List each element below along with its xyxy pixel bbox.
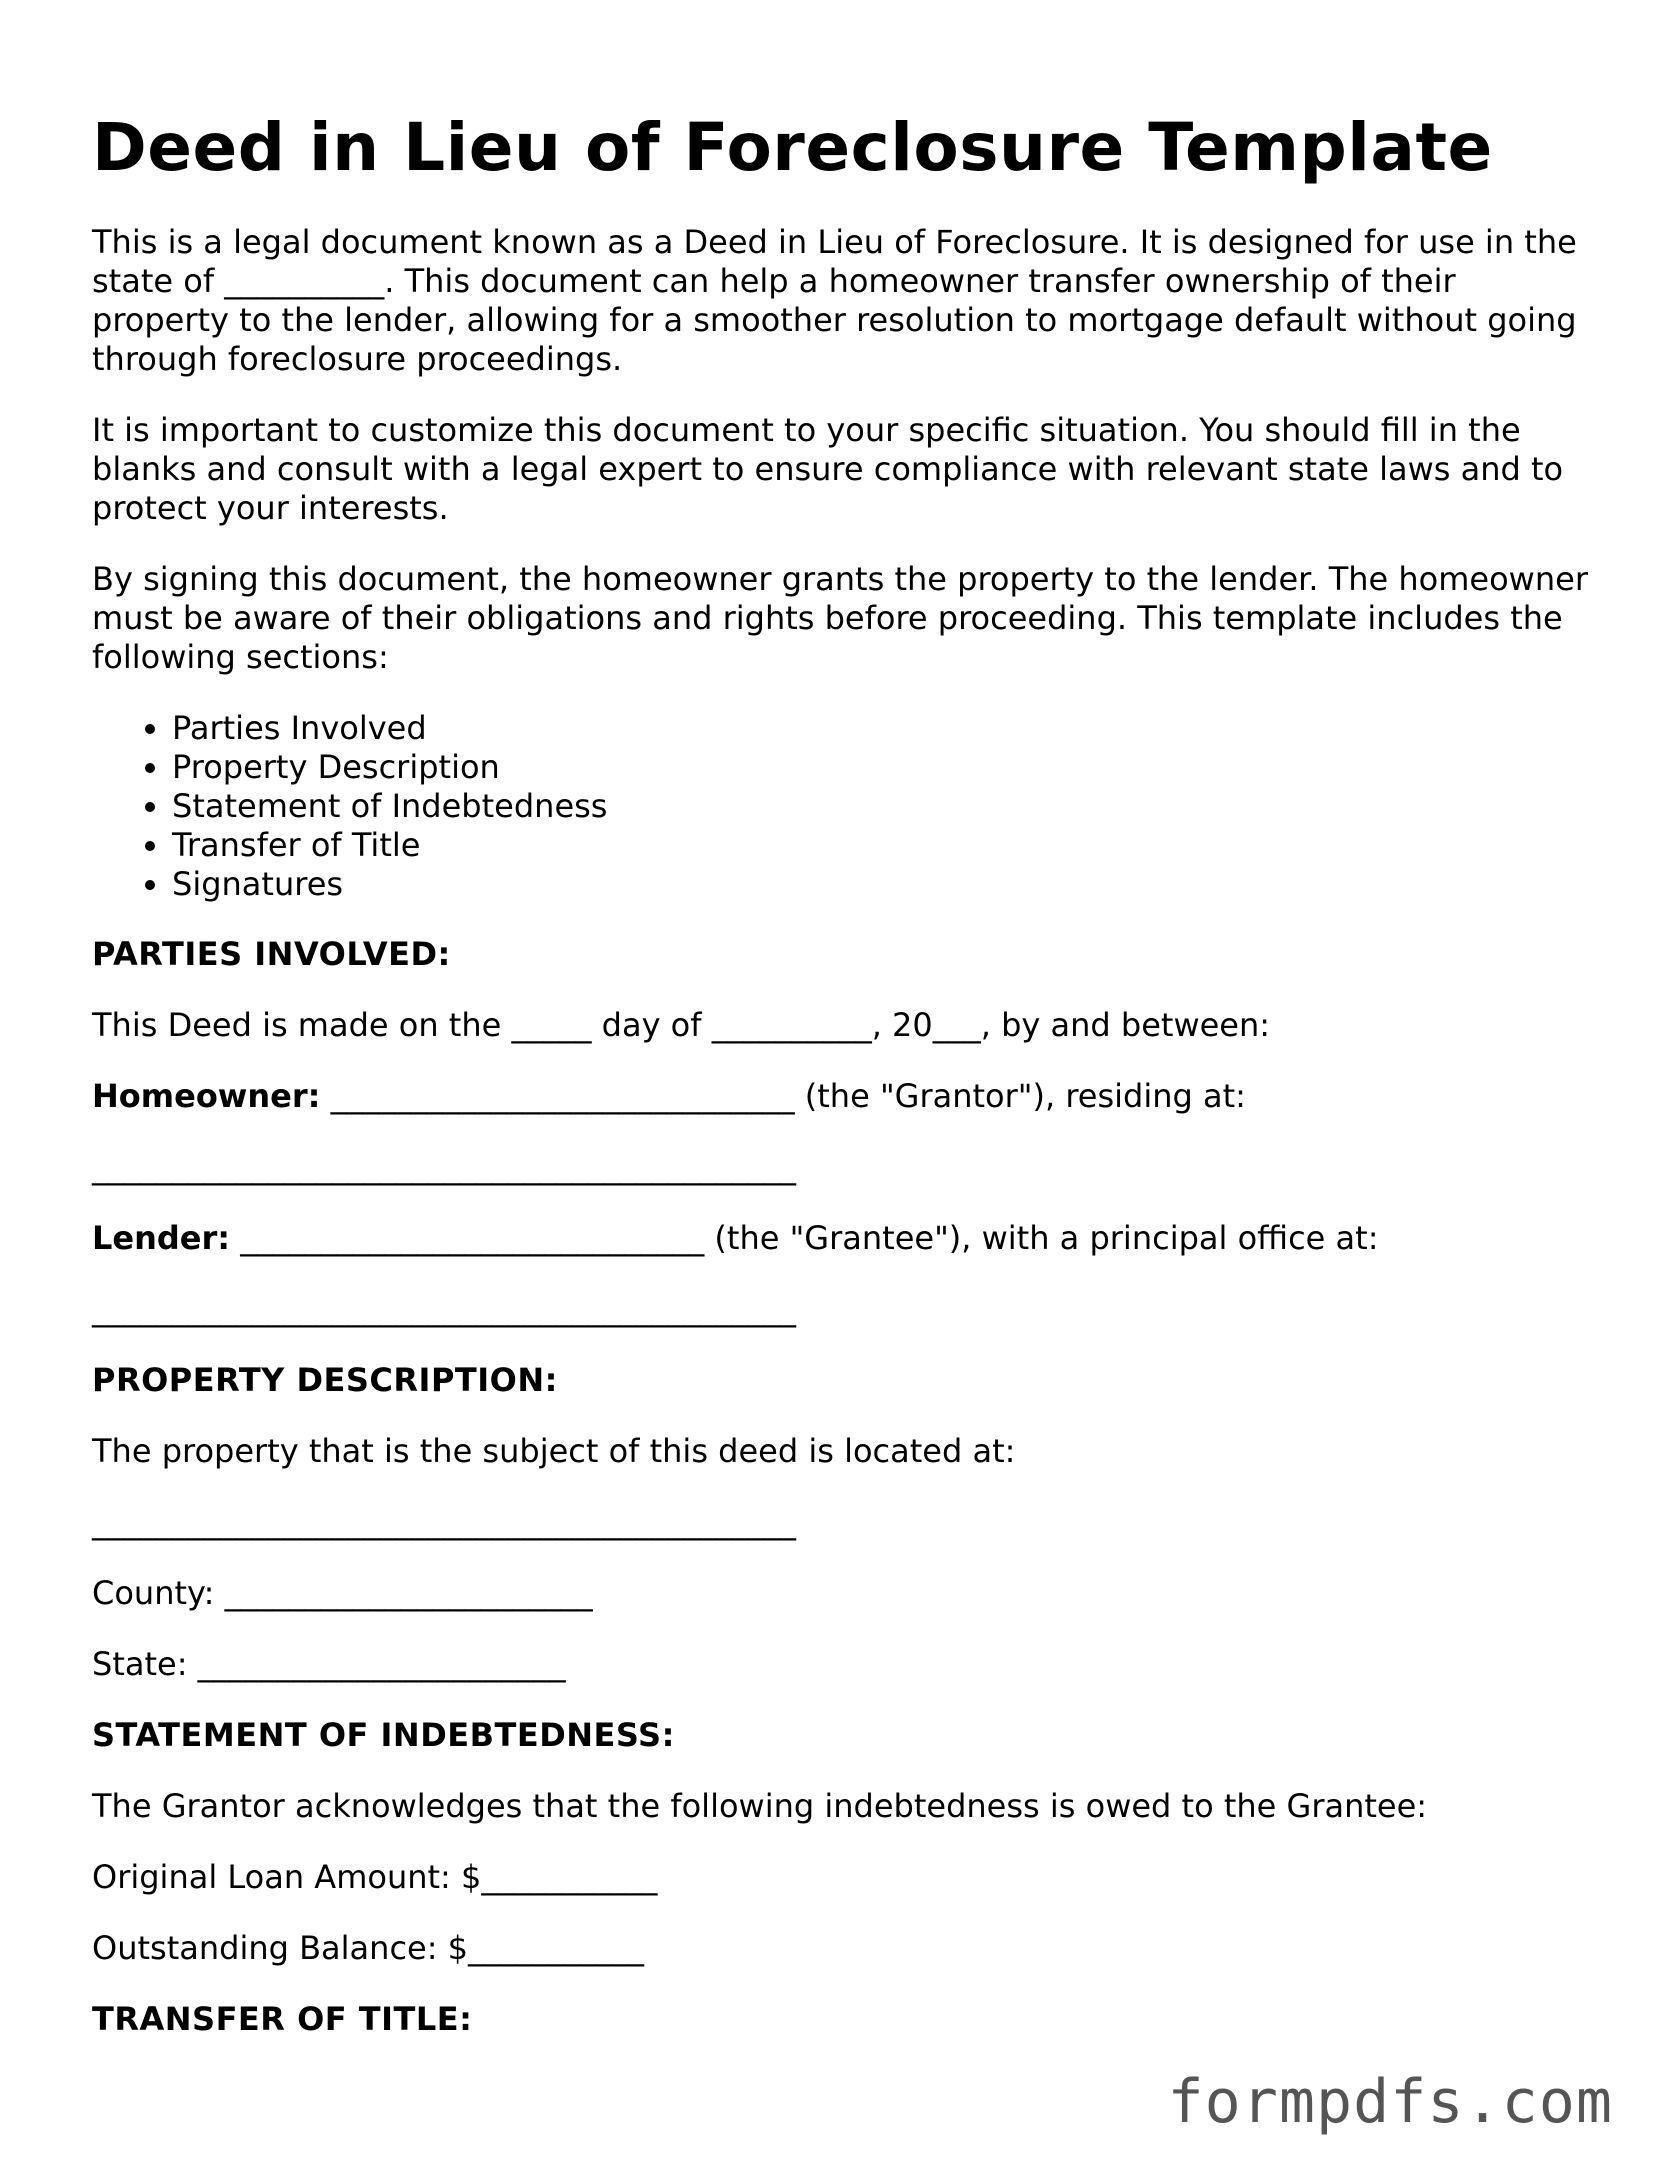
lender-label: Lender: [92,1219,231,1258]
watermark: formpdfs.com [1167,2067,1613,2137]
intro-paragraph-3: By signing this document, the homeowner grants the property to the lender. The homeowner must be aware of their obligations and rights before proceeding. This template includes the following sections: [92,560,1588,677]
county-line: County: _______________________ [92,1574,593,1613]
indebtedness-intro: The Grantor acknowledges that the following indebtedness is owed to the Grantee: [92,1787,1428,1826]
list-item: • Property Description [172,748,1592,787]
list-item: • Statement of Indebtedness [172,787,1592,826]
homeowner-text: _____________________________ (the "Grantor"), residing at: [320,1077,1246,1116]
parties-heading: PARTIES INVOLVED: [92,935,451,974]
homeowner-label: Homeowner: [92,1077,321,1116]
property-heading: PROPERTY DESCRIPTION: [92,1361,558,1400]
document-title: Deed in Lieu of Foreclosure Template [92,109,1493,186]
state-line: State: _______________________ [92,1645,566,1684]
homeowner-address-line: ____________________________________________ [92,1148,796,1187]
property-address-line: ____________________________________________ [92,1503,796,1542]
property-located-line: The property that is the subject of this deed is located at: [92,1432,1016,1471]
lender-address-line: ____________________________________________ [92,1290,796,1329]
lender-text: _____________________________ (the "Grantee"), with a principal office at: [230,1219,1379,1258]
intro-paragraph-2: It is important to customize this document to your specific situation. You should fill in the blanks and consult with a legal expert to ensure compliance with relevant state laws and to protect your interests. [92,411,1564,528]
made-on-line: This Deed is made on the _____ day of __________, 20___, by and between: [92,1006,1271,1045]
original-loan-line: Original Loan Amount: $___________ [92,1858,658,1897]
list-item: • Signatures [172,865,1592,904]
list-item: • Transfer of Title [172,826,1592,865]
outstanding-balance-line: Outstanding Balance: $___________ [92,1929,645,1968]
homeowner-line [92,1077,1592,1116]
sections-list [92,709,1592,904]
list-item: • Parties Involved [172,709,1592,748]
indebtedness-heading: STATEMENT OF INDEBTEDNESS: [92,1716,675,1755]
document-page [92,108,1592,2071]
lender-line [92,1219,1592,1258]
intro-paragraph-1: This is a legal document known as a Deed in Lieu of Foreclosure. It is designed for use in the state of __________. This document can help a homeowner transfer ownership of their property to the lender, allowing for a smoother resolution to mortgage default without going through foreclosure proceedings. [92,223,1577,379]
transfer-heading: TRANSFER OF TITLE: [92,2000,473,2039]
